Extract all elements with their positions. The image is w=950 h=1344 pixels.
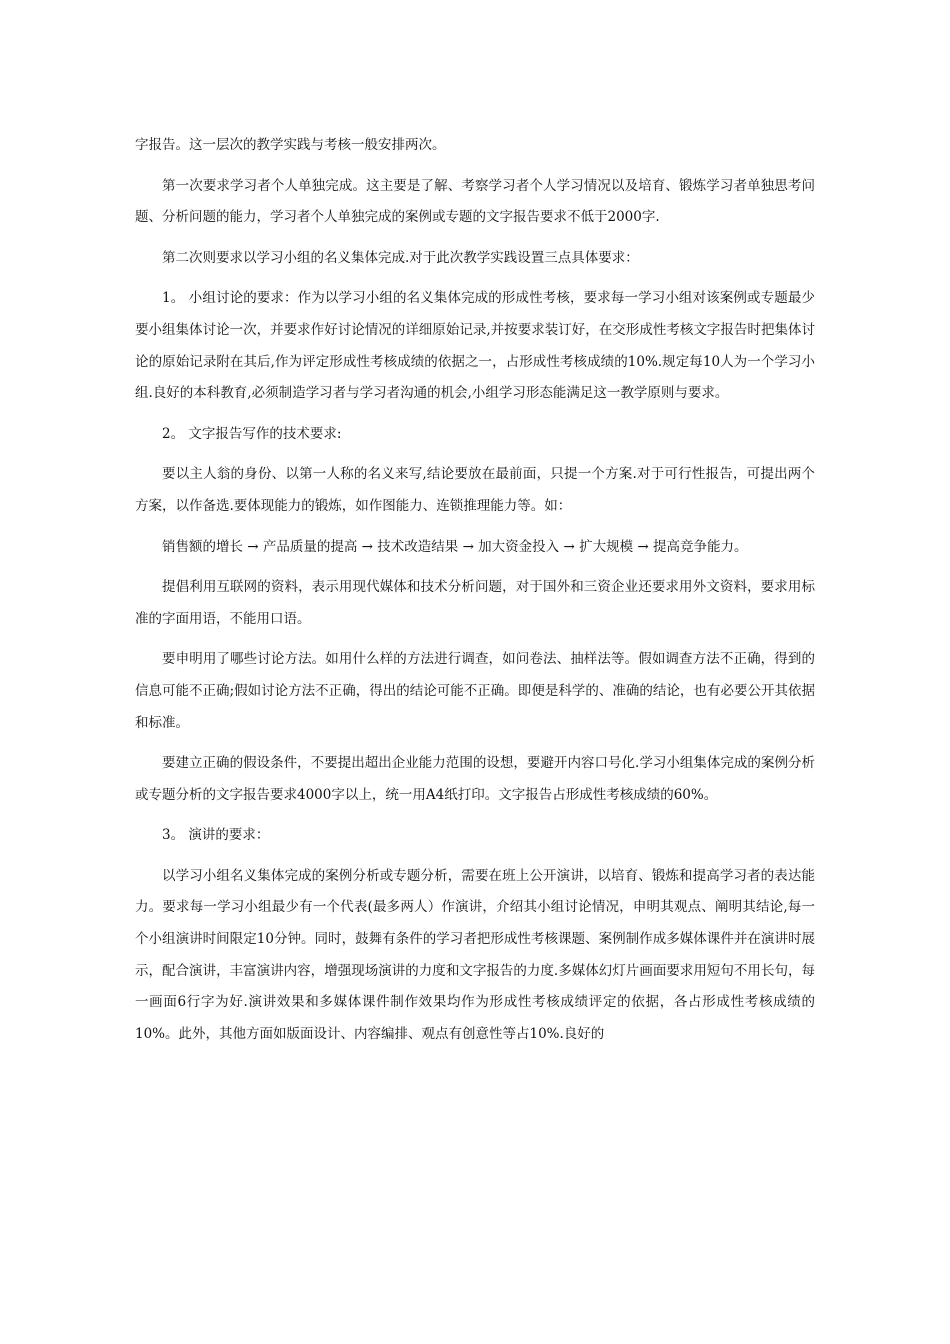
paragraph-requirement-1: 1。 小组讨论的要求：作为以学习小组的名义集体完成的形成性考核，要求每一学习小组对该案例或专题最少要小组集体讨论一次，并要求作好讨论情况的详细原始记录,并按要求装订好，在交形成性考核文字报告时把集体讨论的原始记录附在其后,作为评定形成性考核成绩的依据之一，占形成性考核成绩的10%.规定每10人为一个学习小组.良好的本科教育,必须制造学习者与学习者沟通的机会,小组学习形态能满足这一教学原则与要求。 <box>135 290 815 402</box>
paragraph-presentation: 以学习小组名义集体完成的案例分析或专题分析，需要在班上公开演讲，以培育、锻炼和提高学习者的表达能力。要求每一学习小组最少有一个代表(最多两人）作演讲，介绍其小组讨论情况，申明其观点、阐明其结论,每一个小组演讲时间限定10分钟。同时，鼓舞有条件的学习者把形成性考核课题、案例制作成多媒体课件并在演讲时展示，配合演讲，丰富演讲内容，增强现场演讲的力度和文字报告的力度.多媒体幻灯片画面要求用短句不用长句，每一画面6行字为好.演讲效果和多媒体课件制作效果均作为形成性考核成绩评定的依据，各占形成性考核成绩的10%。此外，其他方面如版面设计、内容编排、观点有创意性等占10%.良好的 <box>135 867 815 1042</box>
paragraph-requirement-3-heading: 3。 演讲的要求： <box>162 827 270 844</box>
document-body <box>135 130 815 1050</box>
paragraph-group-task: 第二次则要求以学习小组的名义集体完成.对于此次教学实践设置三点具体要求： <box>162 249 639 266</box>
paragraph-individual-task: 第一次要求学习者个人单独完成。这主要是了解、考察学习者个人学习情况以及培育、锻炼学习者单独思考问题、分析问题的能力，学习者个人单独完成的案例或专题的文字报告要求不低于2000字. <box>135 177 815 226</box>
paragraph-requirement-2-heading: 2。 文字报告写作的技术要求: <box>162 425 342 442</box>
paragraph-writing-perspective: 要以主人翁的身份、以第一人称的名义来写,结论要放在最前面，只提一个方案.对于可行性报告，可提出两个方案，以作备选.要体现能力的锻炼，如作图能力、连锁推理能力等。如： <box>135 466 815 514</box>
paragraph-reasoning-chain: 销售额的增长 → 产品质量的提高 → 技术改造结果 → 加大资金投入 → 扩大规模 → 提高竞争能力。 <box>162 538 748 555</box>
paragraph-internet-sources: 提倡利用互联网的资料，表示用现代媒体和技术分析问题，对于国外和三资企业还要求用外文资料，要求用标准的字面用语，不能用口语。 <box>135 579 815 627</box>
paragraph-methods: 要申明用了哪些讨论方法。如用什么样的方法进行调查，如问卷法、抽样法等。假如调查方法不正确，得到的信息可能不正确;假如讨论方法不正确，得出的结论可能不正确。即便是科学的、准确的结论，也有必要公开其依据和标准。 <box>135 651 815 731</box>
paragraph-continuation: 字报告。这一层次的教学实践与考核一般安排两次。 <box>135 137 446 153</box>
paragraph-assumptions: 要建立正确的假设条件，不要提出超出企业能力范围的设想，要避开内容口号化.学习小组集体完成的案例分析或专题分析的文字报告要求4000字以上，统一用A4纸打印。文字报告占形成性考核成绩的60%。 <box>135 755 815 803</box>
